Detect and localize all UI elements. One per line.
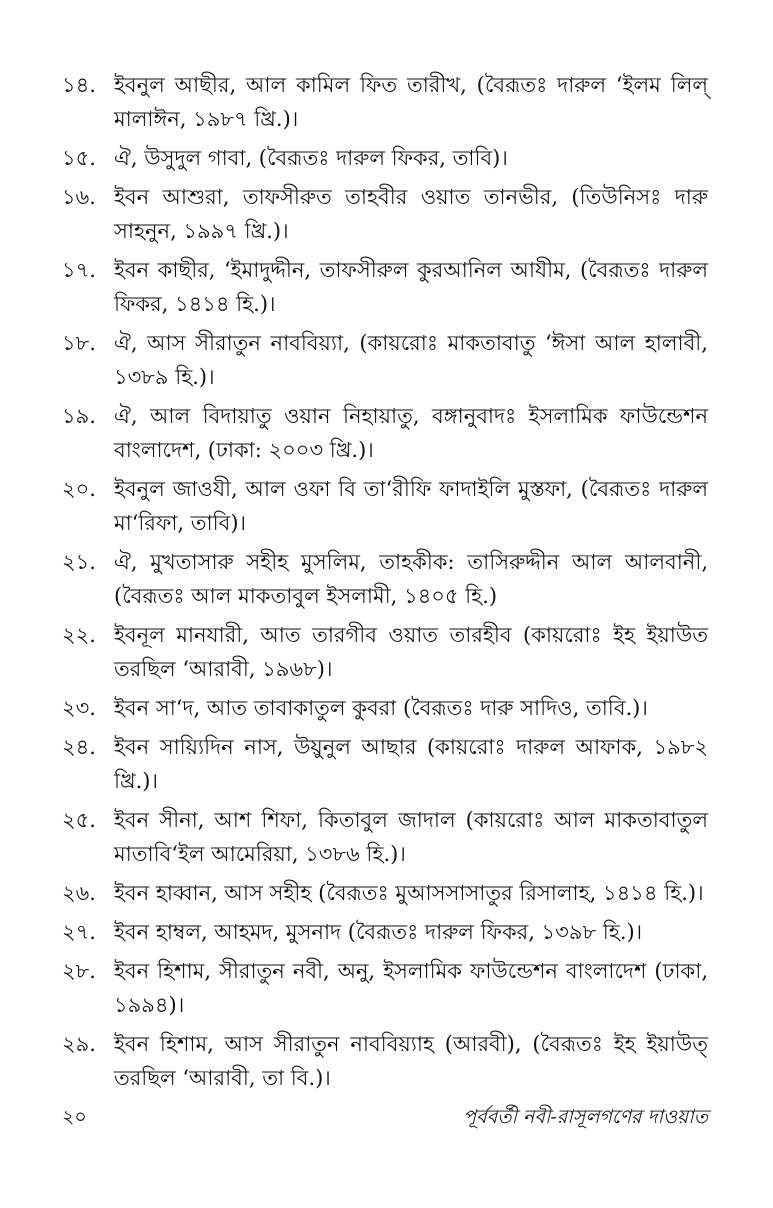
- reference-item: [62, 180, 708, 248]
- reference-number: ১৯.: [62, 404, 96, 428]
- reference-number: ১৭.: [62, 258, 96, 282]
- reference-text: ইবন সীনা, আশ শিফা, কিতাবুল জাদাল (কায়রোঃ আল মাকতাবাতুল মাতাবি‘ইল আমেরিয়া, ১৩৮৬ হি.)।: [114, 808, 708, 866]
- reference-text: ইবনূল মানযারী, আত তারগীব ওয়াত তারহীব (কায়রোঃ ইহ ইয়াউত তরছিল ‘আরাবী, ১৯৬৮)।: [114, 623, 708, 681]
- reference-text: ইবনুল জাওযী, আল ওফা বি তা‘রীফি ফাদাইলি মুস্তফা, (বৈরূতঃ দারুল মা‘রিফা, তাবি)।: [114, 477, 708, 535]
- reference-number: ২৩.: [62, 696, 96, 720]
- reference-number: ২৬.: [62, 881, 96, 905]
- reference-text: ঐ, উসুদুল গাবা, (বৈরূতঃ দারুল ফিকর, তাবি)।: [114, 146, 508, 170]
- reference-item: [62, 253, 708, 321]
- reference-text: ঐ, মুখতাসারু সহীহ মুসলিম, তাহকীক: তাসিরুদ্দীন আল আলবানী, (বৈরূতঃ আল মাকতাবুল ইসলামী, ১৪০৫ হি.): [114, 550, 708, 608]
- reference-number: ২৯.: [62, 1032, 96, 1056]
- reference-text: ইবন হিশাম, আস সীরাতুন নাববিয়্যাহ (আরবী), (বৈরূতঃ ইহ ইয়াউত্ তরছিল ‘আরাবী, তা বি.)।: [114, 1032, 708, 1090]
- reference-number: ২০.: [62, 477, 96, 501]
- reference-text: ইবন হাম্বল, আহমদ, মুসনাদ (বৈরূতঃ দারুল ফিকর, ১৩৯৮ হি.)।: [114, 920, 643, 944]
- reference-number: ১৬.: [62, 185, 96, 209]
- reference-text: ইবন আশুরা, তাফসীরুত তাহবীর ওয়াত তানভীর, (তিউনিসঃ দারু সাহনুন, ১৯৯৭ খ্রি.)।: [114, 185, 708, 243]
- reference-number: ১৪.: [62, 73, 96, 97]
- reference-item: [62, 472, 708, 540]
- reference-item: [62, 954, 708, 1022]
- reference-number: ২৪.: [62, 735, 96, 759]
- reference-item: [62, 326, 708, 394]
- reference-text: ইবন কাছীর, ‘ইমাদুদ্দীন, তাফসীরুল কুরআনিল আযীম, (বৈরূতঃ দারুল ফিকর, ১৪১৪ হি.)।: [114, 258, 708, 316]
- reference-item: [62, 730, 708, 798]
- reference-text: ঐ, আল বিদায়াতু ওয়ান নিহায়াতু, বঙ্গানুবাদঃ ইসলামিক ফাউন্ডেশন বাংলাদেশ, (ঢাকা: ২০০৩ খ্রি.)।: [114, 404, 708, 462]
- reference-item: [62, 915, 708, 949]
- reference-item: [62, 618, 708, 686]
- reference-number: ২২.: [62, 623, 96, 647]
- reference-number: ২৭.: [62, 920, 96, 944]
- reference-number: ১৫.: [62, 146, 96, 170]
- reference-list: [62, 68, 708, 1095]
- reference-text: ঐ, আস সীরাতুন নাববিয়্যা, (কায়রোঃ মাকতাবাতু ‘ঈসা আল হালাবী, ১৩৮৯ হি.)।: [114, 331, 708, 389]
- book-title: পূর্ববর্তী নবী-রাসূলগণের দাওয়াত: [463, 1106, 708, 1128]
- reference-number: ২১.: [62, 550, 96, 574]
- reference-item: [62, 803, 708, 871]
- reference-page: [62, 68, 708, 1100]
- reference-item: [62, 1027, 708, 1095]
- reference-number: ২৮.: [62, 959, 96, 983]
- reference-item: [62, 399, 708, 467]
- reference-number: ১৮.: [62, 331, 96, 355]
- reference-text: ইবনুল আছীর, আল কামিল ফিত তারীখ, (বৈরূতঃ দারুল ‘ইলম লিল্ মালাঈন, ১৯৮৭ খ্রি.)।: [114, 73, 708, 131]
- reference-text: ইবন হাব্বান, আস সহীহ (বৈরূতঃ মুআসসাসাতুর রিসালাহ, ১৪১৪ হি.)।: [114, 881, 704, 905]
- reference-item: [62, 141, 708, 175]
- page-number: ২০: [62, 1106, 87, 1128]
- reference-item: [62, 68, 708, 136]
- reference-item: [62, 876, 708, 910]
- page-footer: [62, 1103, 708, 1135]
- reference-item: [62, 545, 708, 613]
- reference-text: ইবন সা‘দ, আত তাবাকাতুল কুবরা (বৈরূতঃ দারু সাদিও, তাবি.)।: [114, 696, 648, 720]
- reference-text: ইবন হিশাম, সীরাতুন নবী, অনু, ইসলামিক ফাউন্ডেশন বাংলাদেশ (ঢাকা, ১৯৯৪)।: [114, 959, 708, 1017]
- reference-item: [62, 691, 708, 725]
- reference-text: ইবন সায়্যিদিন নাস, উয়ুনুল আছার (কায়রোঃ দারুল আফাক, ১৯৮২ খ্রি.)।: [114, 735, 708, 793]
- reference-number: ২৫.: [62, 808, 96, 832]
